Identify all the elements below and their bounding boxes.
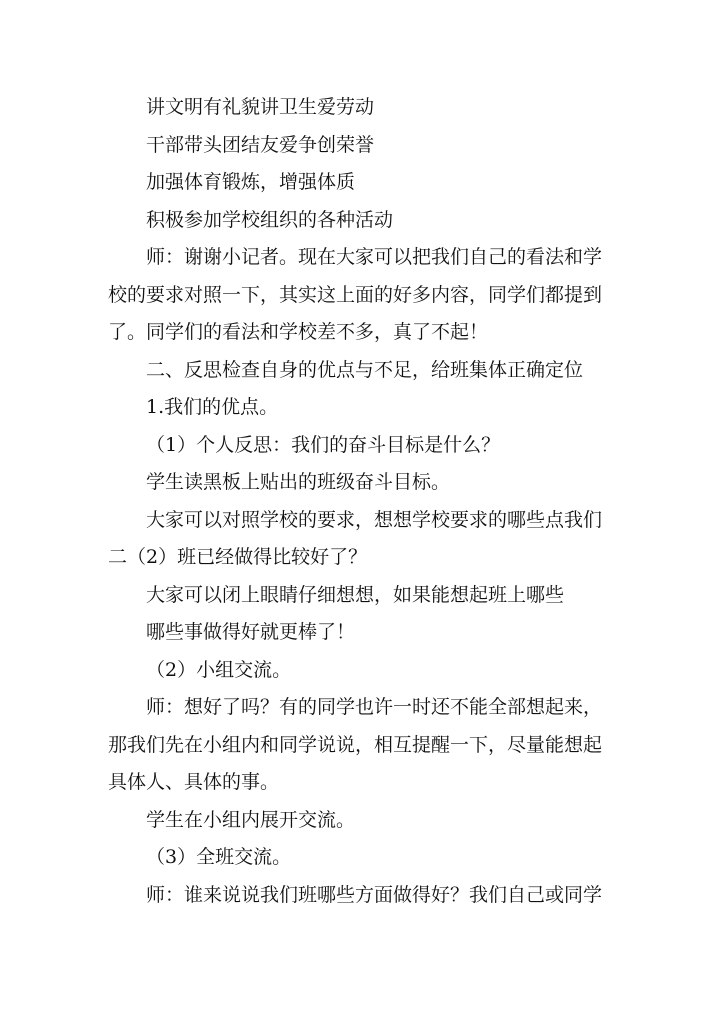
- text-line: 校的要求对照一下，其实这上面的好多内容，同学们都提到: [108, 283, 603, 306]
- text-line: 哪些事做得好就更棒了！: [146, 621, 356, 643]
- text-line: 1.我们的优点。: [146, 396, 279, 418]
- text-line: 干部带头团结友爱争创荣誉: [146, 133, 375, 156]
- text-line: 讲文明有礼貌讲卫生爱劳动: [146, 96, 375, 118]
- text-line: （3）全班交流。: [146, 846, 292, 868]
- text-line: 那我们先在小组内和同学说说，相互提醒一下，尽量能想起: [108, 733, 603, 756]
- document-page: [108, 89, 608, 914]
- text-line: 积极参加学校组织的各种活动: [146, 208, 394, 231]
- text-line: 学生在小组内展开交流。: [146, 808, 356, 831]
- text-line: （2）小组交流。: [146, 658, 292, 681]
- text-line: 学生读黑板上贴出的班级奋斗目标。: [146, 471, 451, 493]
- text-line: 了。同学们的看法和学校差不多，真了不起！: [108, 321, 489, 343]
- text-line: 大家可以闭上眼睛仔细想想，如果能想起班上哪些: [146, 583, 565, 606]
- text-line: （1）个人反思：我们的奋斗目标是什么？: [146, 433, 501, 456]
- text-line: 师：想好了吗？有的同学也许一时还不能全部想起来，: [146, 696, 603, 718]
- text-line: 二（2）班已经做得比较好了？: [108, 546, 368, 568]
- text-line: 师：谁来说说我们班哪些方面做得好？我们自己或同学: [146, 883, 603, 906]
- text-line: 大家可以对照学校的要求，想想学校要求的哪些点我们: [146, 508, 603, 531]
- text-line: 加强体育锻炼，增强体质: [146, 171, 356, 193]
- text-line: 二、反思检查自身的优点与不足，给班集体正确定位: [146, 358, 584, 381]
- text-line: 师：谢谢小记者。现在大家可以把我们自己的看法和学: [146, 246, 603, 268]
- text-line: 具体人、具体的事。: [108, 771, 280, 793]
